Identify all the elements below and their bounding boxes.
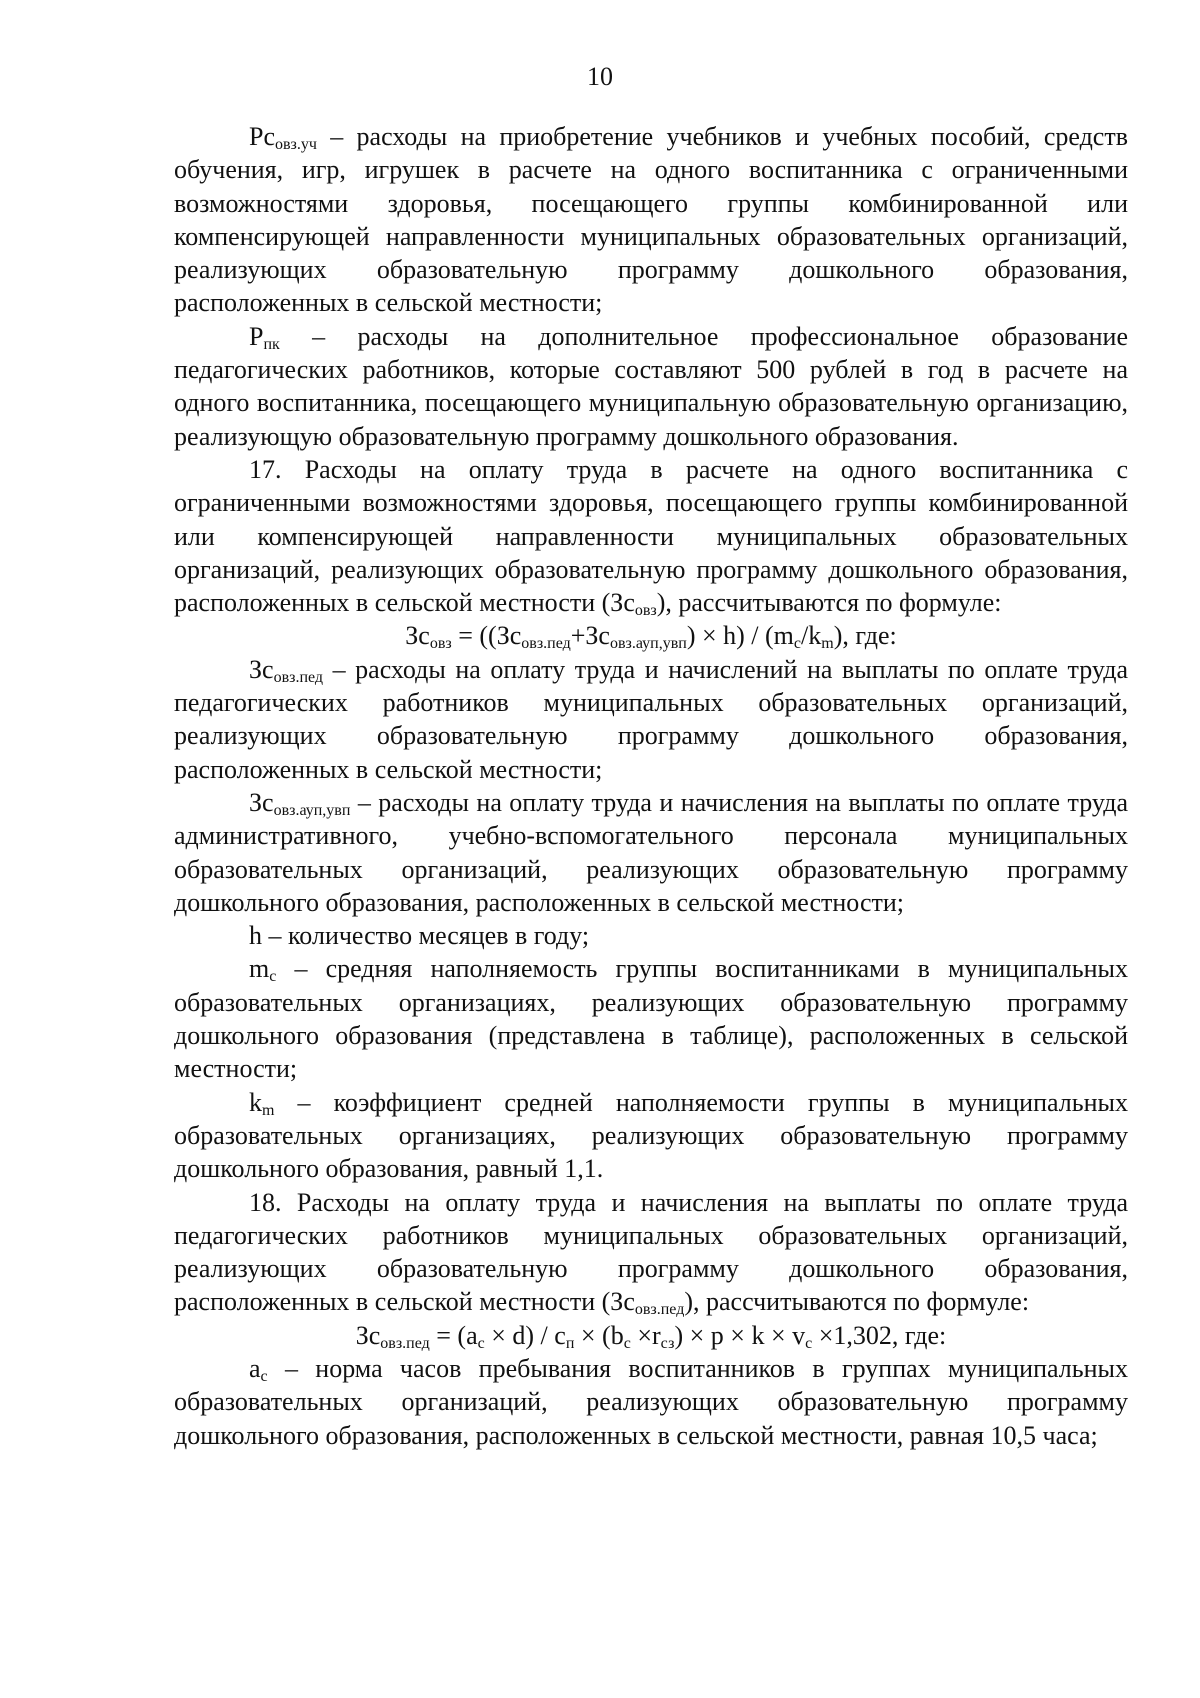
document-body xyxy=(174,120,1128,1452)
subscript: сз xyxy=(660,1334,675,1352)
text-run: – коэффициент средней наполняемости группы в муниципальных образовательных организациях, реализующих образовательную программу дошкольного образования, равный 1,1. xyxy=(174,1087,1128,1184)
text-run: ), рассчитываются по формуле: xyxy=(684,1287,1030,1317)
paragraph xyxy=(174,653,1128,786)
text-run: ), где: xyxy=(833,621,897,651)
text-run: h – количество месяцев в году; xyxy=(249,921,590,951)
text-run: × (b xyxy=(574,1320,624,1350)
text-run: – расходы на оплату труда и начисления на выплаты по оплате труда административного, учебно-вспомогательного персонала муниципальных образовательных организаций, реализующих образовательную программу дошкольного образования, расположенных в сельской местности; xyxy=(174,787,1128,917)
subscript: c xyxy=(793,635,802,653)
subscript: овз.пед xyxy=(521,635,571,653)
text-run: 17. Расходы на оплату труда в расчете на одного воспитанника с ограниченными возможностями здоровья, посещающего группы комбинированной или компенсирующей направленности муниципальных образовательных организаций, реализующих образовательную программу дошкольного образования, расположенных в сельской местности (Зс xyxy=(174,454,1128,618)
text-run: ) × p × k × v xyxy=(674,1320,806,1350)
text-run: – расходы на приобретение учебников и учебных пособий, средств обучения, игр, игрушек в расчете на одного воспитанника с ограниченными возможностями здоровья, посещающего группы комбинированной или компенсирующей направленности муниципальных образовательных организаций, реализующих образовательную программу дошкольного образования, расположенных в сельской местности; xyxy=(174,122,1128,318)
formula xyxy=(174,1319,1128,1352)
subscript: овз xyxy=(634,602,657,620)
subscript: m xyxy=(262,1101,275,1119)
text-run: – расходы на оплату труда и начислений на выплаты по оплате труда педагогических работников муниципальных образовательных организаций, реализующих образовательную программу дошкольного образования, расположенных в сельской местности; xyxy=(174,654,1128,784)
subscript: c xyxy=(805,1334,813,1352)
text-run: – средняя наполняемость группы воспитанниками в муниципальных образовательных организациях, реализующих образовательную программу дошкольного образования (представлена в таблице), расположенных в сельской местности; xyxy=(174,954,1128,1084)
subscript: c xyxy=(477,1334,485,1352)
paragraph xyxy=(174,919,1128,952)
text-run: – расходы на дополнительное профессиональное образование педагогических работников, которые составляют 500 рублей в год в расчете на одного воспитанника, посещающего муниципальную образовательную организацию, реализующую образовательную программу дошкольного образования. xyxy=(174,321,1128,451)
text-run: Зс xyxy=(249,787,274,817)
text-run: ×1,302, где: xyxy=(812,1320,947,1350)
subscript: c xyxy=(623,1334,631,1352)
text-run: = (a xyxy=(429,1320,478,1350)
subscript: овз.пед xyxy=(380,1334,430,1352)
subscript: овз.пед xyxy=(273,668,324,686)
text-run: – норма часов пребывания воспитанников в группах муниципальных образовательных организаций, реализующих образовательную программу дошкольного образования, расположенных в сельской местности, равная 10,5 часа; xyxy=(174,1353,1128,1450)
text-run: Зс xyxy=(405,621,430,651)
subscript: овз.ауп,увп xyxy=(273,801,351,819)
text-run: = ((Зс xyxy=(451,621,522,651)
paragraph xyxy=(174,120,1128,320)
subscript: пк xyxy=(263,335,280,353)
paragraph xyxy=(174,1186,1128,1319)
page-number: 10 xyxy=(587,62,613,91)
paragraph xyxy=(174,453,1128,619)
subscript: c xyxy=(260,1367,268,1385)
subscript: п xyxy=(565,1334,575,1352)
text-run: × d) / c xyxy=(484,1320,566,1350)
text-run: m xyxy=(249,954,270,984)
text-run: Зс xyxy=(355,1320,381,1350)
text-run: a xyxy=(249,1353,261,1383)
paragraph xyxy=(174,1352,1128,1452)
subscript: овз.пед xyxy=(634,1301,685,1319)
subscript: овз xyxy=(429,635,452,653)
text-run: Зс xyxy=(249,654,274,684)
text-run: k xyxy=(249,1087,262,1117)
text-run: ×r xyxy=(630,1320,661,1350)
paragraph xyxy=(174,320,1128,453)
subscript: c xyxy=(269,968,277,986)
text-run: +Зс xyxy=(570,621,610,651)
text-run: Р xyxy=(249,321,264,351)
formula xyxy=(174,619,1128,652)
text-run: 18. Расходы на оплату труда и начисления на выплаты по оплате труда педагогических работников муниципальных образовательных организаций, реализующих образовательную программу дошкольного образования, расположенных в сельской местности (Зс xyxy=(174,1187,1128,1317)
subscript: m xyxy=(821,635,834,653)
text-run: ) × h) / (m xyxy=(686,621,794,651)
paragraph xyxy=(174,786,1128,919)
subscript: овз.ауп,увп xyxy=(609,635,687,653)
subscript: овз.уч xyxy=(275,136,317,153)
text-run: ), рассчитываются по формуле: xyxy=(656,588,1002,618)
text-run: /k xyxy=(801,621,822,651)
paragraph xyxy=(174,952,1128,1085)
paragraph xyxy=(174,1086,1128,1186)
text-run: Рс xyxy=(249,122,275,151)
